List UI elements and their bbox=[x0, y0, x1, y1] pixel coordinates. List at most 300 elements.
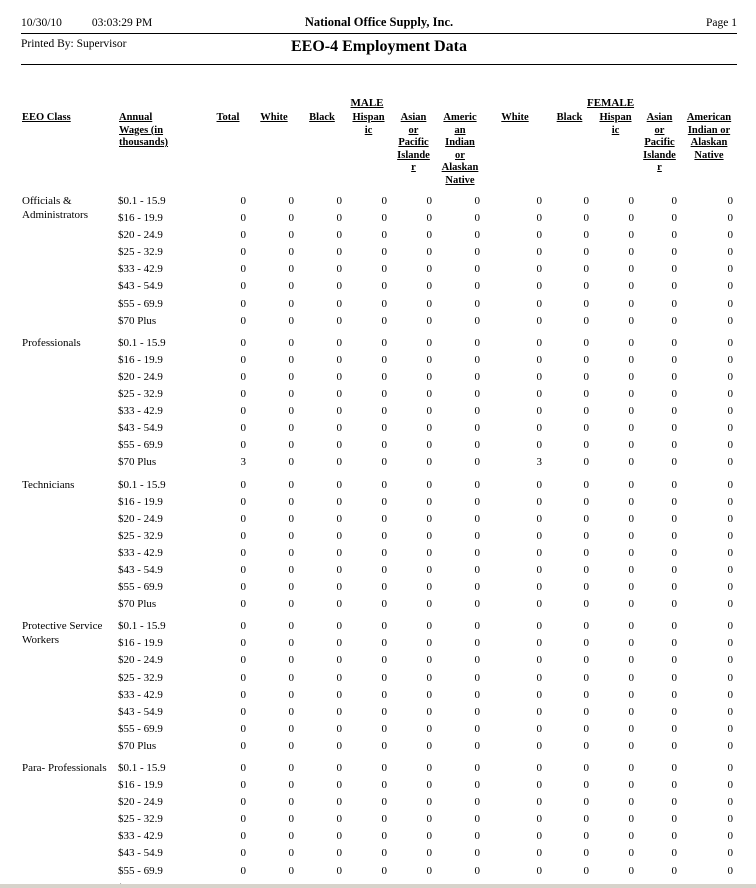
value-cell: 0 bbox=[583, 405, 589, 418]
wage-band-label: $55 - 69.9 bbox=[118, 581, 163, 594]
value-cell: 0 bbox=[381, 813, 387, 826]
value-cell: 0 bbox=[628, 495, 634, 508]
value-cell: 0 bbox=[727, 314, 733, 327]
value-cell: 0 bbox=[727, 529, 733, 542]
value-cell: 0 bbox=[288, 388, 294, 401]
value-cell: 0 bbox=[583, 353, 589, 366]
value-cell: 0 bbox=[671, 598, 677, 611]
table-row bbox=[118, 437, 737, 454]
wage-band-label: $43 - 54.9 bbox=[118, 705, 163, 718]
value-cell: 0 bbox=[288, 529, 294, 542]
value-cell: 0 bbox=[628, 671, 634, 684]
value-cell: 0 bbox=[288, 654, 294, 667]
wage-band-label: $70 Plus bbox=[118, 598, 157, 611]
value-cell: 0 bbox=[426, 762, 432, 774]
value-cell: 0 bbox=[426, 796, 432, 809]
value-cell: 0 bbox=[628, 620, 634, 633]
value-cell: 0 bbox=[288, 796, 294, 809]
value-cell: 0 bbox=[583, 246, 589, 259]
value-cell: 0 bbox=[583, 779, 589, 792]
wage-band-label: $55 - 69.9 bbox=[118, 439, 163, 452]
value-cell: 0 bbox=[727, 353, 733, 366]
value-cell: 0 bbox=[240, 671, 246, 684]
value-cell: 0 bbox=[381, 847, 387, 860]
print-datetime bbox=[21, 17, 305, 29]
value-cell: 0 bbox=[288, 739, 294, 752]
value-cell: 0 bbox=[288, 263, 294, 276]
value-cell: 0 bbox=[240, 762, 246, 774]
value-cell: 0 bbox=[426, 336, 432, 349]
male-group-header: MALE bbox=[350, 97, 384, 109]
value-cell: 0 bbox=[336, 529, 342, 542]
value-cell: 0 bbox=[336, 280, 342, 293]
value-cell: 0 bbox=[426, 314, 432, 327]
value-cell: 0 bbox=[628, 388, 634, 401]
value-cell: 0 bbox=[336, 314, 342, 327]
value-cell: 0 bbox=[288, 495, 294, 508]
value-cell: 0 bbox=[381, 280, 387, 293]
wage-band-label: $25 - 32.9 bbox=[118, 529, 163, 542]
value-cell: 0 bbox=[288, 847, 294, 860]
table-row bbox=[118, 828, 737, 845]
value-cell: 0 bbox=[671, 779, 677, 792]
value-cell: 0 bbox=[583, 212, 589, 225]
value-cell: 0 bbox=[336, 779, 342, 792]
value-cell: 0 bbox=[240, 314, 246, 327]
value-cell: 0 bbox=[426, 229, 432, 242]
value-cell: 0 bbox=[536, 314, 542, 327]
value-cell: 0 bbox=[288, 512, 294, 525]
value-cell: 0 bbox=[583, 314, 589, 327]
value-cell: 0 bbox=[336, 212, 342, 225]
wage-band-label: $0.1 - 15.9 bbox=[118, 762, 166, 774]
value-cell: 0 bbox=[536, 671, 542, 684]
value-cell: 0 bbox=[671, 297, 677, 310]
table-row bbox=[118, 403, 737, 420]
value-cell: 0 bbox=[240, 512, 246, 525]
value-cell: 0 bbox=[536, 405, 542, 418]
value-cell: 0 bbox=[336, 456, 342, 469]
col-header-female-black: Black bbox=[556, 112, 583, 123]
value-cell: 0 bbox=[336, 263, 342, 276]
value-cell: 0 bbox=[240, 529, 246, 542]
value-cell: 0 bbox=[536, 353, 542, 366]
eeo-class-group bbox=[21, 760, 737, 888]
value-cell: 0 bbox=[628, 439, 634, 452]
value-cell: 0 bbox=[671, 388, 677, 401]
table-row bbox=[118, 635, 737, 652]
value-cell: 0 bbox=[671, 847, 677, 860]
value-cell: 0 bbox=[583, 762, 589, 774]
value-cell: 0 bbox=[671, 739, 677, 752]
table-row bbox=[118, 352, 737, 369]
print-date: 10/30/10 bbox=[21, 17, 62, 29]
value-cell: 0 bbox=[336, 581, 342, 594]
value-cell: 0 bbox=[426, 512, 432, 525]
value-cell: 0 bbox=[628, 456, 634, 469]
page-number: Page 1 bbox=[706, 17, 737, 29]
value-cell: 0 bbox=[628, 370, 634, 383]
value-cell: 0 bbox=[336, 495, 342, 508]
value-cell: 0 bbox=[426, 388, 432, 401]
value-cell: 0 bbox=[583, 847, 589, 860]
value-cell: 0 bbox=[336, 688, 342, 701]
table-row bbox=[118, 652, 737, 669]
value-cell: 0 bbox=[474, 422, 480, 435]
value-cell: 0 bbox=[583, 688, 589, 701]
value-cell: 0 bbox=[474, 598, 480, 611]
value-cell: 0 bbox=[671, 563, 677, 576]
value-cell: 0 bbox=[240, 813, 246, 826]
value-cell: 0 bbox=[628, 847, 634, 860]
value-cell: 0 bbox=[426, 478, 432, 491]
value-cell: 0 bbox=[727, 297, 733, 310]
table-row bbox=[118, 511, 737, 528]
value-cell: 0 bbox=[381, 229, 387, 242]
value-cell: 0 bbox=[381, 297, 387, 310]
value-cell: 0 bbox=[288, 195, 294, 207]
value-cell: 0 bbox=[426, 495, 432, 508]
eeo-class-label: Officials & Administrators bbox=[22, 195, 88, 221]
table-row bbox=[118, 386, 737, 403]
value-cell: 0 bbox=[474, 637, 480, 650]
value-cell: 0 bbox=[628, 705, 634, 718]
value-cell: 0 bbox=[583, 671, 589, 684]
value-cell: 0 bbox=[426, 370, 432, 383]
value-cell: 0 bbox=[583, 864, 589, 877]
value-cell: 0 bbox=[336, 195, 342, 207]
female-group-header: FEMALE bbox=[586, 97, 635, 109]
value-cell: 0 bbox=[536, 495, 542, 508]
value-cell: 0 bbox=[474, 847, 480, 860]
wage-band-label: $20 - 24.9 bbox=[118, 370, 163, 383]
value-cell: 0 bbox=[336, 246, 342, 259]
value-cell: 0 bbox=[536, 779, 542, 792]
value-cell: 0 bbox=[426, 439, 432, 452]
value-cell: 0 bbox=[474, 762, 480, 774]
value-cell: 0 bbox=[474, 229, 480, 242]
value-cell: 0 bbox=[583, 739, 589, 752]
value-cell: 0 bbox=[727, 439, 733, 452]
value-cell: 0 bbox=[671, 762, 677, 774]
report-title: EEO-4 Employment Data bbox=[291, 38, 467, 55]
value-cell: 0 bbox=[727, 830, 733, 843]
value-cell: 0 bbox=[727, 688, 733, 701]
value-cell: 0 bbox=[474, 796, 480, 809]
value-cell: 0 bbox=[583, 422, 589, 435]
value-cell: 0 bbox=[671, 336, 677, 349]
value-cell: 0 bbox=[628, 422, 634, 435]
col-header-female-asian-pacific-islander: Asian or Pacific Islander bbox=[643, 112, 676, 173]
value-cell: 0 bbox=[727, 671, 733, 684]
value-cell: 0 bbox=[536, 739, 542, 752]
value-cell: 0 bbox=[336, 598, 342, 611]
value-cell: 0 bbox=[381, 422, 387, 435]
value-cell: 0 bbox=[381, 263, 387, 276]
value-cell: 0 bbox=[628, 722, 634, 735]
value-cell: 0 bbox=[288, 722, 294, 735]
wage-band-label: $33 - 42.9 bbox=[118, 263, 163, 276]
col-header-total: Total bbox=[216, 112, 240, 123]
col-header-male-white: White bbox=[260, 112, 288, 123]
value-cell: 0 bbox=[288, 671, 294, 684]
value-cell: 0 bbox=[727, 195, 733, 207]
value-cell: 0 bbox=[381, 512, 387, 525]
value-cell: 0 bbox=[426, 654, 432, 667]
value-cell: 0 bbox=[727, 280, 733, 293]
report-title-row bbox=[21, 34, 737, 61]
value-cell: 0 bbox=[288, 598, 294, 611]
value-cell: 0 bbox=[671, 722, 677, 735]
value-cell: 0 bbox=[671, 370, 677, 383]
value-cell: 0 bbox=[474, 581, 480, 594]
value-cell: 0 bbox=[727, 212, 733, 225]
value-cell: 0 bbox=[583, 478, 589, 491]
value-cell: 0 bbox=[474, 654, 480, 667]
value-cell: 0 bbox=[628, 739, 634, 752]
col-header-female-american-indian-alaskan-native: American Indian or Alaskan Native bbox=[686, 112, 732, 161]
value-cell: 0 bbox=[381, 195, 387, 207]
value-cell: 0 bbox=[671, 813, 677, 826]
value-cell: 0 bbox=[336, 405, 342, 418]
value-cell: 0 bbox=[336, 739, 342, 752]
value-cell: 0 bbox=[583, 546, 589, 559]
col-header-male-asian-pacific-islander: Asian or Pacific Islander bbox=[397, 112, 430, 173]
table-row bbox=[118, 369, 737, 386]
value-cell: 0 bbox=[671, 688, 677, 701]
wage-band-label: $70 Plus bbox=[118, 739, 157, 752]
wage-band-label: $16 - 19.9 bbox=[118, 353, 163, 366]
value-cell: 0 bbox=[474, 336, 480, 349]
value-cell: 0 bbox=[240, 336, 246, 349]
value-cell: 0 bbox=[336, 512, 342, 525]
value-cell: 0 bbox=[336, 830, 342, 843]
value-cell: 0 bbox=[381, 620, 387, 633]
eeo-class-label: Technicians bbox=[22, 478, 75, 491]
value-cell: 0 bbox=[474, 388, 480, 401]
table-row bbox=[118, 863, 737, 880]
table-row bbox=[118, 528, 737, 545]
value-cell: 0 bbox=[288, 212, 294, 225]
value-cell: 0 bbox=[240, 297, 246, 310]
value-cell: 0 bbox=[536, 864, 542, 877]
value-cell: 0 bbox=[426, 739, 432, 752]
value-cell: 0 bbox=[628, 280, 634, 293]
value-cell: 0 bbox=[381, 546, 387, 559]
value-cell: 0 bbox=[671, 195, 677, 207]
value-cell: 0 bbox=[381, 671, 387, 684]
value-cell: 0 bbox=[671, 212, 677, 225]
company-name: National Office Supply, Inc. bbox=[304, 15, 454, 29]
value-cell: 0 bbox=[381, 529, 387, 542]
value-cell: 0 bbox=[288, 864, 294, 877]
col-header-eeo-class: EEO Class bbox=[22, 112, 71, 123]
value-cell: 0 bbox=[727, 229, 733, 242]
value-cell: 0 bbox=[727, 563, 733, 576]
value-cell: 0 bbox=[240, 422, 246, 435]
value-cell: 0 bbox=[671, 671, 677, 684]
value-cell: 0 bbox=[426, 671, 432, 684]
value-cell: 0 bbox=[381, 779, 387, 792]
table-row bbox=[118, 760, 737, 777]
value-cell: 0 bbox=[628, 212, 634, 225]
table-row bbox=[118, 261, 737, 278]
value-cell: 0 bbox=[628, 353, 634, 366]
value-cell: 0 bbox=[671, 280, 677, 293]
value-cell: 0 bbox=[240, 598, 246, 611]
value-cell: 0 bbox=[536, 195, 542, 207]
value-cell: 0 bbox=[671, 478, 677, 491]
value-cell: 0 bbox=[628, 688, 634, 701]
value-cell: 0 bbox=[671, 512, 677, 525]
value-cell: 0 bbox=[381, 370, 387, 383]
wage-band-label: $43 - 54.9 bbox=[118, 563, 163, 576]
value-cell: 0 bbox=[727, 864, 733, 877]
value-cell: 0 bbox=[583, 456, 589, 469]
table-row bbox=[118, 794, 737, 811]
value-cell: 0 bbox=[336, 297, 342, 310]
value-cell: 0 bbox=[336, 370, 342, 383]
value-cell: 0 bbox=[628, 336, 634, 349]
wage-band-label: $33 - 42.9 bbox=[118, 546, 163, 559]
value-cell: 0 bbox=[671, 229, 677, 242]
value-cell: 0 bbox=[727, 478, 733, 491]
wage-band-label: $55 - 69.9 bbox=[118, 864, 163, 877]
value-cell: 0 bbox=[583, 830, 589, 843]
value-cell: 0 bbox=[288, 280, 294, 293]
print-time: 03:03:29 PM bbox=[91, 17, 153, 29]
value-cell: 0 bbox=[671, 796, 677, 809]
eeo-class-group bbox=[21, 618, 737, 755]
value-cell: 0 bbox=[727, 779, 733, 792]
value-cell: 0 bbox=[628, 581, 634, 594]
value-cell: 0 bbox=[727, 654, 733, 667]
value-cell: 0 bbox=[288, 705, 294, 718]
value-cell: 0 bbox=[536, 478, 542, 491]
value-cell: 0 bbox=[240, 779, 246, 792]
value-cell: 0 bbox=[288, 478, 294, 491]
wage-band-label: $20 - 24.9 bbox=[118, 796, 163, 809]
value-cell: 0 bbox=[426, 263, 432, 276]
value-cell: 0 bbox=[381, 722, 387, 735]
value-cell: 0 bbox=[727, 847, 733, 860]
value-cell: 0 bbox=[536, 762, 542, 774]
value-cell: 0 bbox=[381, 478, 387, 491]
value-cell: 0 bbox=[381, 762, 387, 774]
wage-band-label: $25 - 32.9 bbox=[118, 813, 163, 826]
value-cell: 3 bbox=[536, 456, 542, 469]
value-cell: 0 bbox=[240, 388, 246, 401]
wage-band-label: $33 - 42.9 bbox=[118, 830, 163, 843]
value-cell: 0 bbox=[426, 195, 432, 207]
value-cell: 0 bbox=[336, 864, 342, 877]
value-cell: 0 bbox=[426, 529, 432, 542]
value-cell: 0 bbox=[671, 637, 677, 650]
table-row bbox=[118, 545, 737, 562]
value-cell: 0 bbox=[240, 654, 246, 667]
value-cell: 0 bbox=[583, 229, 589, 242]
value-cell: 0 bbox=[474, 212, 480, 225]
value-cell: 0 bbox=[474, 370, 480, 383]
value-cell: 0 bbox=[474, 195, 480, 207]
value-cell: 0 bbox=[474, 671, 480, 684]
value-cell: 0 bbox=[727, 813, 733, 826]
value-cell: 0 bbox=[727, 512, 733, 525]
value-cell: 0 bbox=[583, 529, 589, 542]
value-cell: 0 bbox=[426, 688, 432, 701]
value-cell: 0 bbox=[671, 620, 677, 633]
value-cell: 0 bbox=[628, 263, 634, 276]
value-cell: 0 bbox=[474, 830, 480, 843]
col-header-male-black: Black bbox=[309, 112, 335, 123]
value-cell: 0 bbox=[474, 529, 480, 542]
value-cell: 0 bbox=[240, 212, 246, 225]
value-cell: 0 bbox=[474, 478, 480, 491]
value-cell: 0 bbox=[474, 405, 480, 418]
value-cell: 0 bbox=[727, 495, 733, 508]
col-header-male-american-indian-alaskan-native: American Indian or Alaskan Native bbox=[441, 112, 479, 186]
value-cell: 0 bbox=[474, 297, 480, 310]
value-cell: 0 bbox=[240, 370, 246, 383]
value-cell: 0 bbox=[628, 314, 634, 327]
value-cell: 0 bbox=[583, 796, 589, 809]
value-cell: 0 bbox=[536, 581, 542, 594]
value-cell: 0 bbox=[583, 637, 589, 650]
value-cell: 0 bbox=[474, 314, 480, 327]
value-cell: 0 bbox=[628, 512, 634, 525]
table-row bbox=[118, 721, 737, 738]
value-cell: 0 bbox=[536, 620, 542, 633]
value-cell: 0 bbox=[336, 813, 342, 826]
value-cell: 0 bbox=[628, 229, 634, 242]
value-cell: 0 bbox=[671, 654, 677, 667]
table-row bbox=[118, 687, 737, 704]
value-cell: 0 bbox=[288, 813, 294, 826]
value-cell: 0 bbox=[381, 598, 387, 611]
value-cell: 0 bbox=[727, 637, 733, 650]
value-cell: 0 bbox=[474, 563, 480, 576]
value-cell: 0 bbox=[381, 796, 387, 809]
value-cell: 0 bbox=[381, 739, 387, 752]
value-cell: 0 bbox=[288, 246, 294, 259]
value-cell: 0 bbox=[240, 246, 246, 259]
value-cell: 0 bbox=[536, 388, 542, 401]
value-cell: 0 bbox=[288, 779, 294, 792]
value-cell: 0 bbox=[671, 546, 677, 559]
wage-band-label: $16 - 19.9 bbox=[118, 779, 163, 792]
eeo-class-group bbox=[21, 335, 737, 472]
value-cell: 0 bbox=[240, 637, 246, 650]
value-cell: 0 bbox=[536, 212, 542, 225]
value-cell: 0 bbox=[671, 314, 677, 327]
table-row bbox=[118, 777, 737, 794]
value-cell: 0 bbox=[671, 422, 677, 435]
wage-band-label: $43 - 54.9 bbox=[118, 280, 163, 293]
value-cell: 0 bbox=[536, 422, 542, 435]
wage-band-label: $20 - 24.9 bbox=[118, 229, 163, 242]
printed-by-label: Printed By: Supervisor bbox=[21, 38, 127, 50]
value-cell: 0 bbox=[474, 864, 480, 877]
value-cell: 0 bbox=[336, 478, 342, 491]
value-cell: 0 bbox=[583, 195, 589, 207]
value-cell: 0 bbox=[628, 246, 634, 259]
value-cell: 0 bbox=[336, 388, 342, 401]
value-cell: 0 bbox=[288, 439, 294, 452]
value-cell: 0 bbox=[474, 688, 480, 701]
table-row bbox=[118, 670, 737, 687]
wage-band-label: $20 - 24.9 bbox=[118, 654, 163, 667]
table-row bbox=[118, 313, 737, 330]
